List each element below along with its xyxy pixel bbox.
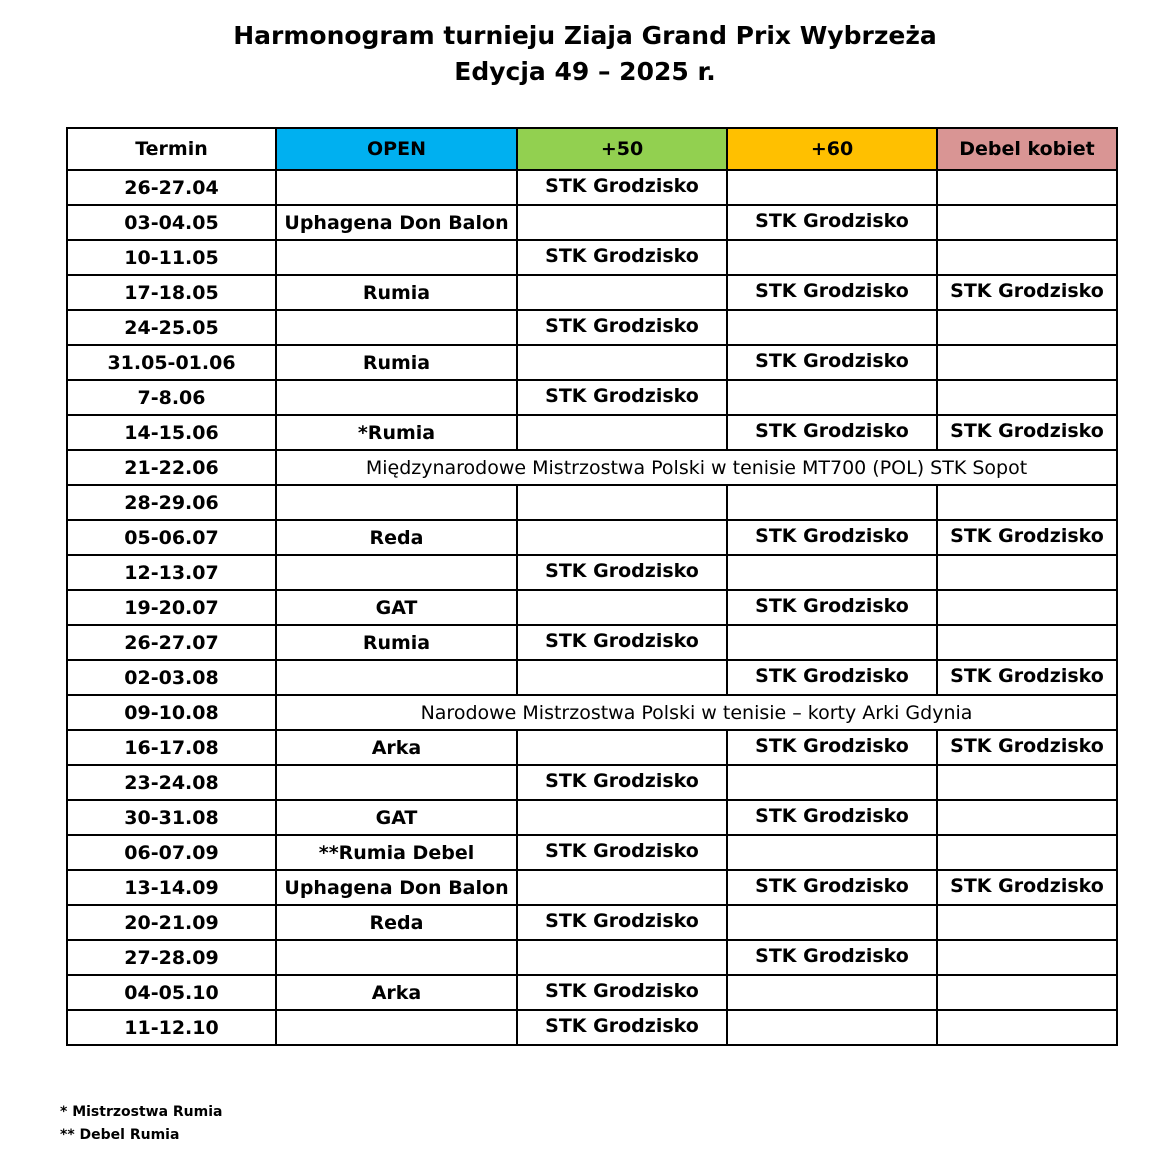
cell-plus60 (727, 835, 937, 870)
cell-plus50 (517, 275, 727, 310)
table-row (67, 730, 1117, 765)
cell-open (276, 485, 517, 520)
cell-open: **Rumia Debel (276, 835, 517, 870)
cell-termin: 11-12.10 (67, 1010, 276, 1045)
cell-open (276, 765, 517, 800)
title-line-2: Edycja 49 – 2025 r. (454, 57, 716, 86)
table-row (67, 905, 1117, 940)
cell-debel (937, 485, 1117, 520)
table-row (67, 170, 1117, 205)
cell-termin: 24-25.05 (67, 310, 276, 345)
cell-plus60 (727, 380, 937, 415)
cell-termin: 02-03.08 (67, 660, 276, 695)
cell-termin: 03-04.05 (67, 205, 276, 240)
cell-debel (937, 905, 1117, 940)
cell-plus60 (727, 310, 937, 345)
cell-plus60: STK Grodzisko (727, 345, 937, 380)
cell-debel (937, 940, 1117, 975)
table-row (67, 870, 1117, 905)
cell-plus60 (727, 765, 937, 800)
cell-plus60: STK Grodzisko (727, 520, 937, 555)
cell-debel: STK Grodzisko (937, 275, 1117, 310)
cell-debel (937, 1010, 1117, 1045)
cell-open: Arka (276, 730, 517, 765)
cell-termin: 31.05-01.06 (67, 345, 276, 380)
cell-open: *Rumia (276, 415, 517, 450)
cell-debel (937, 345, 1117, 380)
table-row (67, 415, 1117, 450)
cell-open: Rumia (276, 625, 517, 660)
cell-plus50 (517, 660, 727, 695)
cell-termin: 17-18.05 (67, 275, 276, 310)
header-row (67, 128, 1117, 170)
cell-open (276, 940, 517, 975)
cell-debel: STK Grodzisko (937, 730, 1117, 765)
cell-termin: 14-15.06 (67, 415, 276, 450)
cell-termin: 26-27.04 (67, 170, 276, 205)
cell-plus50 (517, 345, 727, 380)
table-row (67, 695, 1117, 730)
cell-debel (937, 800, 1117, 835)
cell-debel (937, 310, 1117, 345)
cell-termin: 20-21.09 (67, 905, 276, 940)
cell-plus50: STK Grodzisko (517, 240, 727, 275)
footnotes (60, 1101, 222, 1147)
table-row (67, 975, 1117, 1010)
cell-plus60 (727, 485, 937, 520)
cell-open: GAT (276, 800, 517, 835)
cell-plus50: STK Grodzisko (517, 975, 727, 1010)
cell-termin: 23-24.08 (67, 765, 276, 800)
cell-termin: 06-07.09 (67, 835, 276, 870)
header-plus60: +60 (727, 128, 937, 170)
cell-plus50: STK Grodzisko (517, 380, 727, 415)
table-row (67, 485, 1117, 520)
cell-plus60: STK Grodzisko (727, 590, 937, 625)
cell-plus50 (517, 415, 727, 450)
cell-plus50 (517, 940, 727, 975)
table-row (67, 205, 1117, 240)
cell-plus50: STK Grodzisko (517, 310, 727, 345)
footnote-2: ** Debel Rumia (60, 1127, 180, 1143)
cell-debel (937, 240, 1117, 275)
cell-plus50: STK Grodzisko (517, 555, 727, 590)
footnote-1: * Mistrzostwa Rumia (60, 1104, 223, 1120)
cell-open: Uphagena Don Balon (276, 870, 517, 905)
cell-termin: 10-11.05 (67, 240, 276, 275)
cell-plus60 (727, 555, 937, 590)
cell-debel (937, 380, 1117, 415)
cell-open: Rumia (276, 275, 517, 310)
cell-open (276, 240, 517, 275)
cell-debel: STK Grodzisko (937, 870, 1117, 905)
cell-open: Reda (276, 905, 517, 940)
schedule-body (67, 170, 1117, 1045)
table-row (67, 345, 1117, 380)
cell-event-note: Międzynarodowe Mistrzostwa Polski w tenisie MT700 (POL) STK Sopot (276, 450, 1117, 485)
cell-debel (937, 170, 1117, 205)
cell-termin: 16-17.08 (67, 730, 276, 765)
table-row (67, 380, 1117, 415)
cell-termin: 19-20.07 (67, 590, 276, 625)
table-row (67, 625, 1117, 660)
cell-plus60: STK Grodzisko (727, 730, 937, 765)
table-row (67, 240, 1117, 275)
cell-plus60: STK Grodzisko (727, 940, 937, 975)
cell-termin: 27-28.09 (67, 940, 276, 975)
table-row (67, 835, 1117, 870)
cell-plus50: STK Grodzisko (517, 170, 727, 205)
schedule-table (66, 127, 1118, 1046)
cell-plus60 (727, 975, 937, 1010)
cell-open (276, 660, 517, 695)
cell-plus60 (727, 170, 937, 205)
cell-open: Reda (276, 520, 517, 555)
cell-debel: STK Grodzisko (937, 660, 1117, 695)
cell-debel (937, 835, 1117, 870)
header-termin: Termin (67, 128, 276, 170)
cell-plus60: STK Grodzisko (727, 415, 937, 450)
cell-debel (937, 205, 1117, 240)
cell-termin: 21-22.06 (67, 450, 276, 485)
cell-plus50: STK Grodzisko (517, 905, 727, 940)
cell-open (276, 1010, 517, 1045)
cell-open (276, 555, 517, 590)
table-row (67, 940, 1117, 975)
cell-plus50 (517, 870, 727, 905)
cell-plus50 (517, 730, 727, 765)
cell-debel (937, 765, 1117, 800)
cell-plus60: STK Grodzisko (727, 870, 937, 905)
cell-open (276, 170, 517, 205)
cell-debel: STK Grodzisko (937, 415, 1117, 450)
cell-plus50 (517, 205, 727, 240)
table-row (67, 765, 1117, 800)
table-row (67, 275, 1117, 310)
cell-plus50: STK Grodzisko (517, 835, 727, 870)
cell-plus50 (517, 520, 727, 555)
cell-termin: 28-29.06 (67, 485, 276, 520)
cell-open (276, 380, 517, 415)
cell-debel (937, 625, 1117, 660)
table-row (67, 800, 1117, 835)
cell-plus50 (517, 800, 727, 835)
cell-termin: 09-10.08 (67, 695, 276, 730)
table-row (67, 660, 1117, 695)
cell-termin: 30-31.08 (67, 800, 276, 835)
document-title (0, 18, 1170, 90)
table-row (67, 1010, 1117, 1045)
cell-debel (937, 590, 1117, 625)
cell-termin: 7-8.06 (67, 380, 276, 415)
cell-open: Rumia (276, 345, 517, 380)
cell-open (276, 310, 517, 345)
cell-termin: 12-13.07 (67, 555, 276, 590)
table-row (67, 450, 1117, 485)
table-row (67, 590, 1117, 625)
cell-plus60 (727, 905, 937, 940)
table-row (67, 310, 1117, 345)
cell-open: GAT (276, 590, 517, 625)
table-row (67, 520, 1117, 555)
header-open: OPEN (276, 128, 517, 170)
cell-plus60: STK Grodzisko (727, 660, 937, 695)
cell-plus50: STK Grodzisko (517, 625, 727, 660)
cell-plus50: STK Grodzisko (517, 1010, 727, 1045)
cell-termin: 26-27.07 (67, 625, 276, 660)
cell-termin: 04-05.10 (67, 975, 276, 1010)
cell-open: Arka (276, 975, 517, 1010)
cell-debel: STK Grodzisko (937, 520, 1117, 555)
title-line-1: Harmonogram turnieju Ziaja Grand Prix Wybrzeża (233, 21, 937, 50)
cell-debel (937, 975, 1117, 1010)
cell-plus50: STK Grodzisko (517, 765, 727, 800)
header-plus50: +50 (517, 128, 727, 170)
cell-plus60 (727, 240, 937, 275)
cell-plus60: STK Grodzisko (727, 800, 937, 835)
cell-plus50 (517, 485, 727, 520)
header-debel-kobiet: Debel kobiet (937, 128, 1117, 170)
cell-plus60: STK Grodzisko (727, 205, 937, 240)
cell-plus60 (727, 1010, 937, 1045)
cell-plus50 (517, 590, 727, 625)
cell-plus60: STK Grodzisko (727, 275, 937, 310)
cell-termin: 13-14.09 (67, 870, 276, 905)
cell-debel (937, 555, 1117, 590)
cell-plus60 (727, 625, 937, 660)
cell-termin: 05-06.07 (67, 520, 276, 555)
cell-open: Uphagena Don Balon (276, 205, 517, 240)
cell-event-note: Narodowe Mistrzostwa Polski w tenisie – korty Arki Gdynia (276, 695, 1117, 730)
table-row (67, 555, 1117, 590)
